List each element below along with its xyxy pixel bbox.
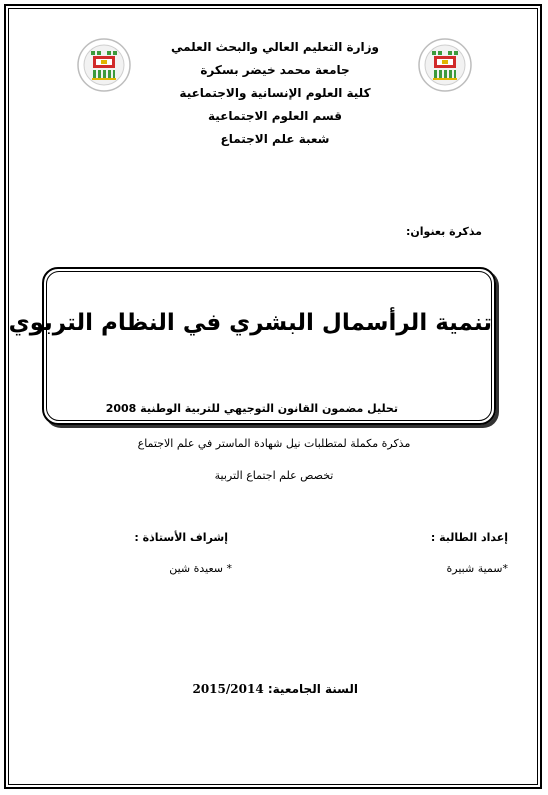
title-box-inner — [8, 271, 492, 421]
institution-header — [130, 36, 420, 151]
student-name: *سمية شبيرة — [446, 562, 508, 575]
university-logo-right — [418, 38, 472, 92]
branch-name: شعبة علم الاجتماع — [220, 132, 330, 146]
thesis-subtitle: تحليل مضمون القانون التوجيهي للتربية الوطنية 2008 — [105, 402, 398, 415]
academic-year — [192, 682, 358, 696]
student-label: إعداد الطالبة : — [430, 531, 508, 544]
academic-year-label: السنة الجامعية: — [267, 682, 358, 696]
university-logo-left — [77, 38, 131, 92]
academic-year-value: 2015/2014 — [192, 682, 264, 696]
thesis-title: تنمية الرأسمال البشري في النظام التربوي — [8, 310, 492, 336]
thesis-purpose: مذكرة مكملة لمتطلبات نيل شهادة الماستر في علم الاجتماع — [137, 437, 411, 450]
faculty-name: كلية العلوم الإنسانية والاجتماعية — [179, 86, 371, 100]
supervisor-name: * سعيدة شين — [169, 562, 232, 575]
memo-label: مذكرة بعنوان: — [405, 225, 482, 238]
specialty: تخصص علم اجتماع التربية — [214, 469, 334, 482]
university-name: جامعة محمد خيضر بسكرة — [200, 63, 350, 77]
ministry-name: وزارة التعليم العالي والبحث العلمي — [170, 40, 380, 54]
department-name: قسم العلوم الاجتماعية — [208, 109, 342, 123]
supervisor-label: إشراف الأستاذة : — [134, 531, 228, 544]
